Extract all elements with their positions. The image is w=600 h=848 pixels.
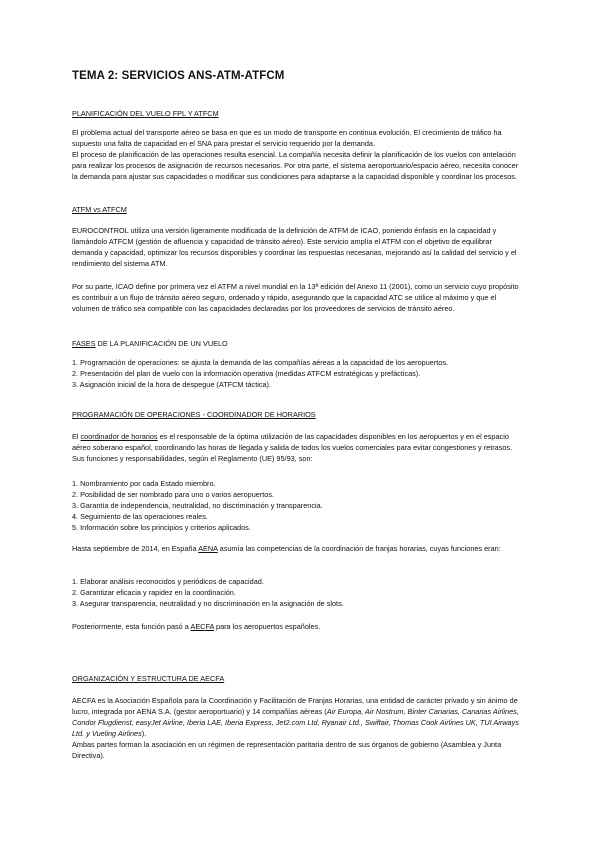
- section-coordinator: [72, 409, 524, 420]
- paragraph-text: Ambas partes forman la asociación en un régimen de representación paritaria dentro de sus órganos de gobierno (Asamblea y Junta Directiva).: [72, 740, 502, 760]
- section-atfm: [72, 204, 524, 215]
- text: Hasta septiembre de 2014, en España: [72, 544, 199, 553]
- list-item: 3. Asignación inicial de la hora de despegue (ATFCM táctica).: [72, 380, 272, 389]
- term-aecfa: AECFA: [190, 622, 214, 631]
- section-heading-rest: DE LA PLANIFICACIÓN DE UN VUELO: [95, 339, 228, 348]
- paragraph-text: El proceso de planificación de las operaciones resulta esencial. La compañía necesita definir la planificación de los vuelos con antelación para realizar los procesos de asignación de recursos necesarios. Por otra parte, el sistema aeroportuario/espacio aéreo, necesita conocer la demanda para ajustar sus capacidades o modificar sus condiciones para adaptarse a la capacidad disponible y coordinar los procesos.: [72, 150, 519, 181]
- section-heading: ORGANIZACIÓN Y ESTRUCTURA DE AECFA: [72, 674, 225, 683]
- paragraph: [72, 431, 524, 464]
- text: asumía las competencias de la coordinación de franjas horarias, cuyas funciones eran:: [217, 544, 501, 553]
- section-phases: [72, 338, 524, 349]
- list-item: 5. Información sobre los principios y criterios aplicados.: [72, 523, 251, 532]
- section-aecfa: [72, 673, 524, 684]
- section-heading: ATFM vs ATFCM: [72, 205, 127, 214]
- list-item: 2. Posibilidad de ser nombrado para uno o varios aeropuertos.: [72, 490, 275, 499]
- list-item: 4. Seguimiento de las operaciones reales.: [72, 512, 208, 521]
- list-item: 1. Programación de operaciones: se ajusta la demanda de las compañías aéreas a la capacidad de los aeropuertos.: [72, 358, 449, 367]
- list-item: 1. Nombramiento por cada Estado miembro.: [72, 479, 216, 488]
- list-item: 3. Garantía de independencia, neutralidad, no discriminación y transparencia.: [72, 501, 323, 510]
- text: ).: [141, 729, 147, 738]
- section-heading: PLANIFICACIÓN DEL VUELO FPL Y ATFCM: [72, 109, 219, 118]
- text: Posteriormente, esta función pasó a: [72, 622, 191, 631]
- paragraph: [72, 543, 524, 554]
- term-aena: AENA: [198, 544, 218, 553]
- paragraph-text: El problema actual del transporte aéreo se basa en que es un modo de transporte en continua evolución. El crecimiento de tráfico ha supuesto una falta de capacidad en el SNA para prestar el servicio requerido por la demanda.: [72, 128, 502, 148]
- list-item: 2. Garantizar eficacia y rapidez en la coordinación.: [72, 588, 236, 597]
- list-item: 2. Presentación del plan de vuelo con la información operativa (medidas ATFCM estratégicas y prefácticas).: [72, 369, 421, 378]
- section-flight-planning: [72, 108, 524, 119]
- text: El: [72, 432, 81, 441]
- list-item: 1. Elaborar análisis reconocidos y periódicos de capacidad.: [72, 577, 264, 586]
- text: para los aeropuertos españoles.: [213, 622, 321, 631]
- airlines-list: Air Europa, Air Nostrum, Binter Canarias, Canarias Airlines, Condor Flugdienst, easyJet Airline, Iberia LAE, Iberia Express, Jet2.com Ltd, Ryanair Ltd., Swiftair, Thomas Cook Airlines UK, TUI Airways Ltd. y Vueling Airlines: [72, 707, 519, 738]
- text: es el responsable de la óptima utilización de las capacidades disponibles en los aeropuertos y en el espacio aéreo soberano español, coordinando las horas de llegada y salida de todos los vuelos comerciales para evitar congestiones y retrasos. Sus funciones y responsabilidades, según el Reglamento (UE) 95/93, son:: [72, 432, 513, 463]
- paragraph: [72, 281, 524, 314]
- section-heading-underlined: FASES: [72, 339, 96, 348]
- section-heading: PROGRAMACIÓN DE OPERACIONES - COORDINADOR DE HORARIOS: [72, 410, 316, 419]
- term-coordinador: coordinador de horarios: [80, 432, 158, 441]
- paragraph: [72, 225, 524, 269]
- paragraph: [72, 695, 524, 761]
- paragraph: [72, 621, 524, 632]
- functions-list: [72, 478, 524, 533]
- paragraph-text: EUROCONTROL utiliza una versión ligeramente modificada de la definición de ATFM de ICAO, poniendo énfasis en la capacidad y llamándolo ATFCM (gestión de afluencia y capacidad de tránsito aéreo). Este servicio amplía el ATFM con el objetivo de equilibrar demanda y capacidad, optimizar los recursos disponibles y coordinar las respuestas necesarias, mejorando así la calidad del servicio y el rendimiento del sistema ATM.: [72, 226, 517, 268]
- list-item: 3. Asegurar transparencia, neutralidad y no discriminación en la asignación de slots.: [72, 599, 344, 608]
- paragraph-text: Por su parte, ICAO define por primera vez el ATFM a nivel mundial en la 13ª edición del Anexo 11 (2001), como un servicio cuyo propósito es contribuir a un flujo de tránsito aéreo seguro, ordenado y rápido, asegurando que la capacidad ATC se utilice al máximo y que el volumen de tráfico sea compatible con las capacidades declaradas por los proveedores de servicios de tránsito aéreo.: [72, 282, 519, 313]
- page-title: TEMA 2: SERVICIOS ANS-ATM-ATFCM: [72, 70, 285, 82]
- aena-functions-list: [72, 576, 524, 609]
- text: AECFA es la Asociación Española para la Coordinación y Facilitación de Franjas Horarias, una entidad de carácter privado y sin ánimo de lucro, integrada por AENA S.A. (gestor aeroportuario) y 14 compañías aéreas (: [72, 696, 518, 716]
- paragraph: [72, 127, 524, 182]
- phases-list: [72, 357, 524, 390]
